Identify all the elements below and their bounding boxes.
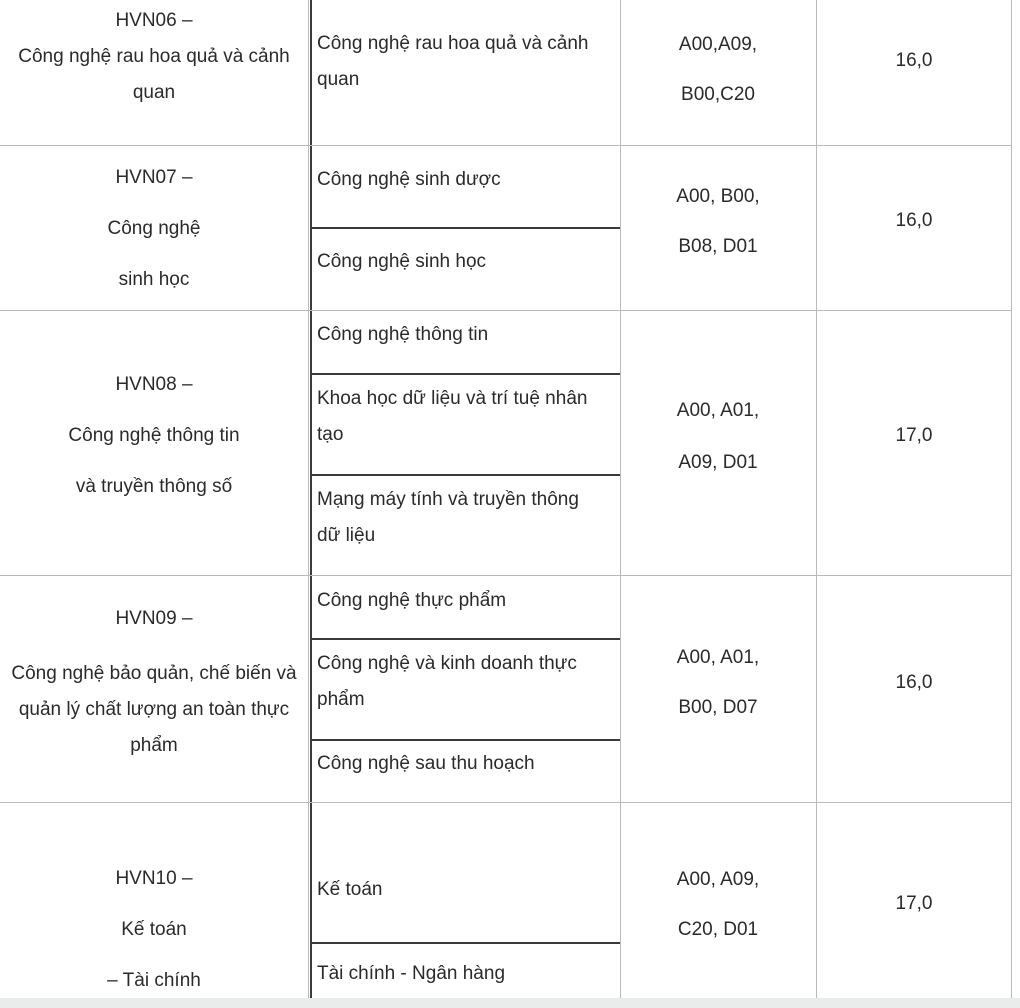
major-name: quan [317, 69, 360, 90]
combo-cell [620, 172, 816, 272]
major-divider [311, 227, 620, 229]
group-name: sinh học [118, 269, 190, 290]
score-value: 17,0 [895, 425, 933, 446]
major-name: Công nghệ sinh dược [317, 169, 501, 190]
group-code: HVN06 – [115, 10, 193, 31]
combo-text: A00, B00, [676, 186, 760, 207]
group-name: Kế toán [121, 919, 187, 940]
row-divider [0, 802, 1012, 803]
group-cell [0, 359, 308, 512]
group-cell [0, 853, 308, 1006]
group-code: HVN07 – [115, 167, 193, 188]
combo-text: B00, D07 [678, 697, 758, 718]
combo-text: A00,A09, [678, 34, 758, 55]
group-name: Công nghệ [107, 218, 201, 239]
row-divider [0, 145, 1012, 146]
major-name: Tài chính - Ngân hàng [317, 963, 506, 984]
major-cell [310, 381, 620, 453]
combo-cell [620, 385, 816, 489]
major-cell [310, 244, 620, 280]
major-cell [310, 162, 620, 198]
major-cell [310, 872, 620, 908]
combo-cell [620, 20, 816, 120]
group-cell [0, 3, 308, 111]
combo-text: B00,C20 [681, 84, 755, 105]
group-name: quản lý chất lượng an toàn thực [18, 699, 290, 720]
major-name: Công nghệ thông tin [317, 324, 489, 345]
major-divider [311, 474, 620, 476]
page-bottom-edge [0, 998, 1020, 1008]
group-name: – Tài chính [107, 970, 201, 991]
col-divider [1011, 0, 1012, 1000]
major-name: Mạng máy tính và truyền thông [317, 489, 579, 510]
col-divider [620, 0, 621, 1000]
combo-cell [620, 633, 816, 733]
major-cell [310, 583, 620, 619]
combo-cell [620, 855, 816, 955]
group-cell [0, 601, 308, 764]
row-divider [0, 575, 1012, 576]
combo-text: A00, A01, [676, 400, 760, 421]
row-divider [0, 310, 1012, 311]
group-name: Công nghệ rau hoa quả và cảnh [18, 46, 290, 67]
group-code: HVN09 – [115, 608, 193, 629]
major-cell [310, 646, 620, 718]
group-code: HVN10 – [115, 868, 193, 889]
major-name: Công nghệ thực phẩm [317, 590, 507, 611]
col-divider [308, 0, 309, 1000]
major-name: tạo [317, 424, 344, 445]
major-divider [311, 739, 620, 741]
major-cell [310, 956, 620, 992]
combo-text: C20, D01 [677, 919, 759, 940]
combo-text: A00, A01, [676, 647, 760, 668]
major-name: Công nghệ sinh học [317, 251, 487, 272]
group-name: quan [132, 82, 176, 103]
col-divider [816, 0, 817, 1000]
score-value: 16,0 [895, 50, 933, 71]
major-name: Kế toán [317, 879, 383, 900]
group-name: Công nghệ thông tin [68, 425, 240, 446]
group-name: và truyền thông số [75, 476, 233, 497]
major-divider [311, 942, 620, 944]
major-name: Khoa học dữ liệu và trí tuệ nhân [317, 388, 588, 409]
combo-text: B08, D01 [678, 236, 758, 257]
major-cell [310, 317, 620, 353]
major-name: phẩm [317, 689, 365, 710]
score-cell [816, 43, 1012, 79]
score-cell [816, 886, 1012, 922]
major-name: Công nghệ và kinh doanh thực [317, 653, 577, 674]
combo-text: A00, A09, [676, 869, 760, 890]
major-divider [311, 373, 620, 375]
score-cell [816, 665, 1012, 701]
score-cell [816, 203, 1012, 239]
major-divider [311, 638, 620, 640]
group-cell [0, 152, 308, 305]
score-value: 16,0 [895, 672, 933, 693]
major-name: dữ liệu [317, 525, 376, 546]
major-cell [310, 26, 620, 98]
score-cell [816, 418, 1012, 454]
combo-text: A09, D01 [678, 452, 758, 473]
group-code: HVN08 – [115, 374, 193, 395]
score-value: 16,0 [895, 210, 933, 231]
major-name: Công nghệ rau hoa quả và cảnh [317, 33, 589, 54]
group-name: phẩm [130, 735, 178, 756]
score-value: 17,0 [895, 893, 933, 914]
group-name: Công nghệ bảo quản, chế biến và [11, 663, 297, 684]
major-cell [310, 746, 620, 782]
major-cell [310, 482, 620, 554]
major-name: Công nghệ sau thu hoạch [317, 753, 535, 774]
